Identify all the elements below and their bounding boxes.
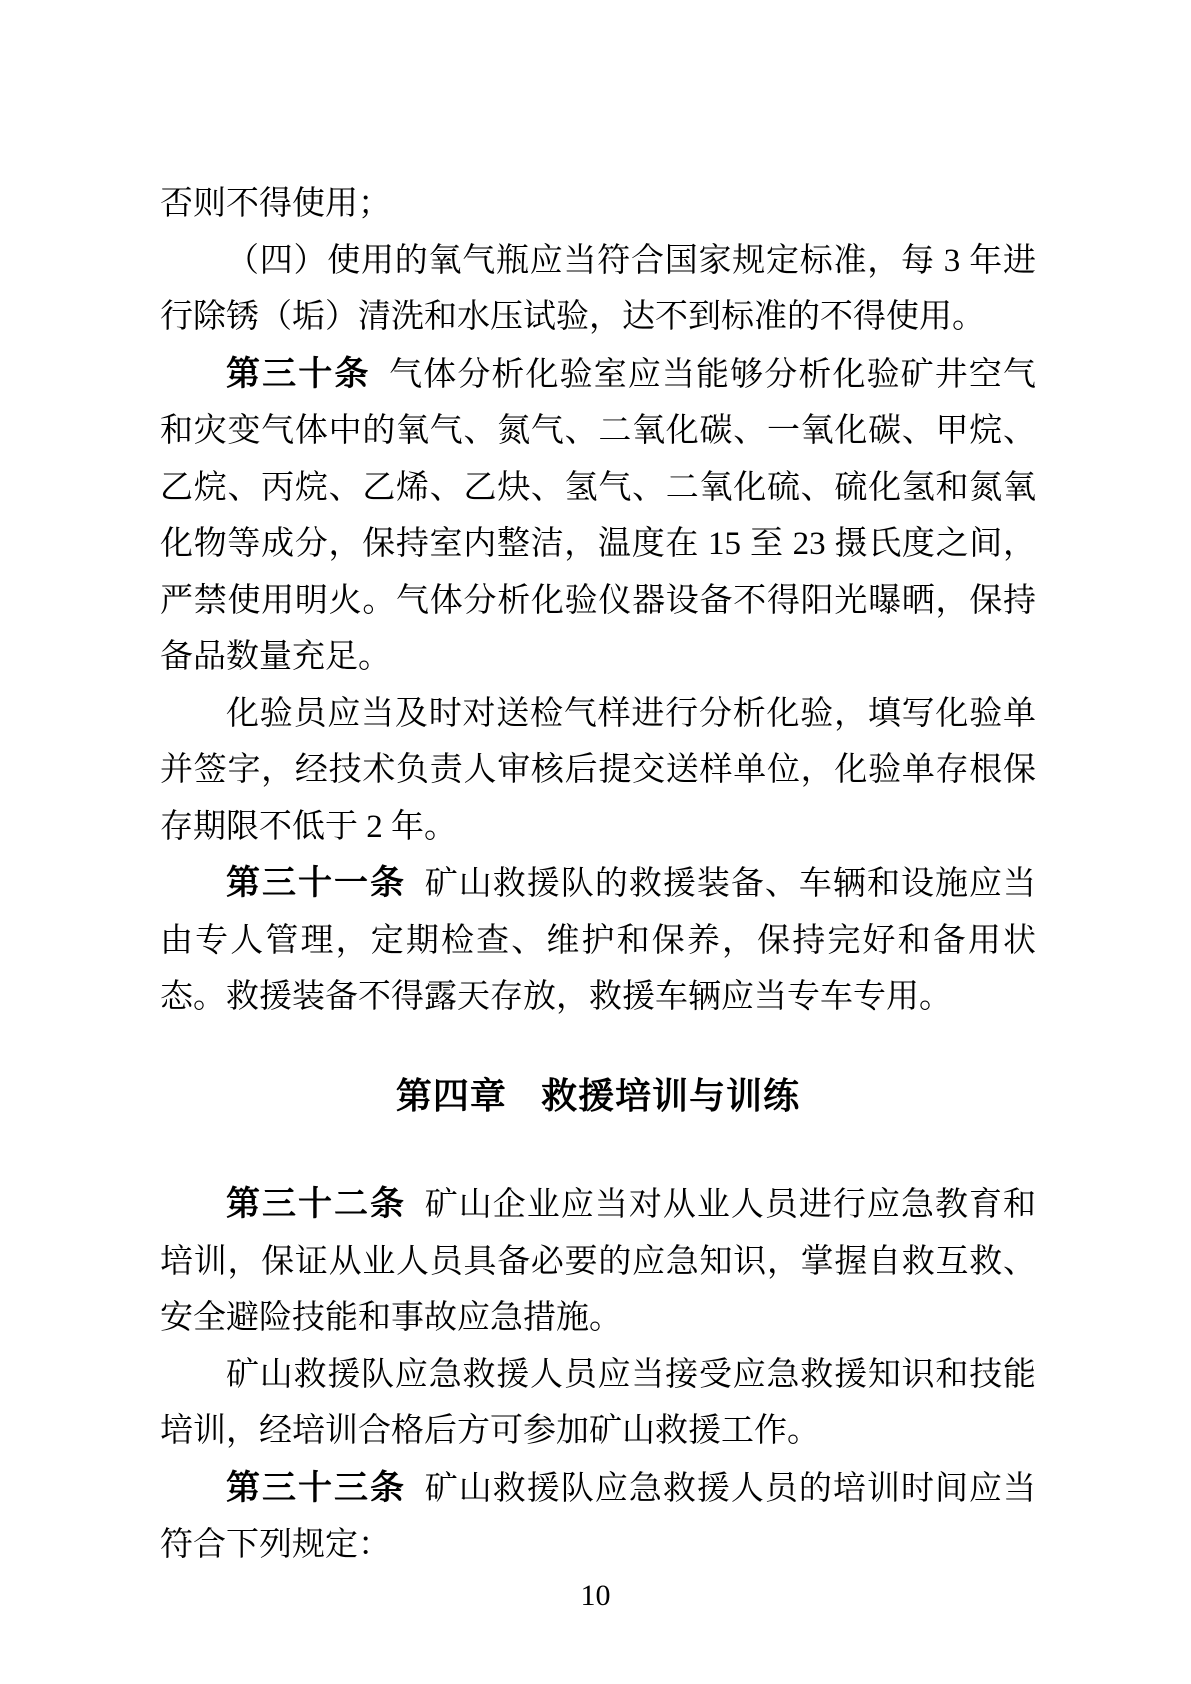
article-number-label: 第三十二条 — [226, 1185, 407, 1223]
body-paragraph — [160, 686, 1036, 856]
chapter-number: 第四章 — [395, 1074, 507, 1116]
body-paragraph — [160, 233, 1036, 346]
page-number: 10 — [580, 1579, 611, 1612]
paragraph-text: 矿山企业应当对从业人员进行应急教育和培训，保证从业人员具备必要的应急知识，掌握自救互救、安全避险技能和事故应急措施。 — [160, 1187, 1037, 1336]
paragraph-text: 矿山救援队应急救援人员的培训时间应当符合下列规定： — [160, 1470, 1037, 1563]
article-paragraph — [160, 1460, 1036, 1574]
paragraph-text: 化验员应当及时对送检气样进行分析化验，填写化验单并签字，经技术负责人审核后提交送样单位，化验单存根保存期限不低于 2 年。 — [160, 695, 1036, 845]
article-number-label: 第三十条 — [226, 354, 371, 393]
article-paragraph — [160, 1176, 1036, 1347]
article-number-label: 第三十一条 — [226, 864, 407, 902]
body-paragraph — [160, 1347, 1036, 1460]
chapter-title: 救援培训与训练 — [541, 1074, 801, 1116]
chapter-heading — [160, 1068, 1036, 1125]
article-paragraph — [160, 346, 1036, 686]
article-paragraph — [160, 855, 1036, 1026]
document-body — [160, 176, 1036, 1574]
paragraph-text: 气体分析化验室应当能够分析化验矿井空气和灾变气体中的氧气、氮气、二氧化碳、一氧化碳、甲烷、乙烷、丙烷、乙烯、乙炔、氢气、二氧化硫、硫化氢和氮氧化物等成分，保持室内整洁，温度在 15 至 23 摄氏度之间，严禁使用明火。气体分析化验仪器设备不得阳光曝晒，保持备品数量充足。 — [160, 356, 1037, 675]
article-number-label: 第三十三条 — [226, 1468, 407, 1507]
paragraph-text: （四）使用的氧气瓶应当符合国家规定标准，每 3 年进行除锈（垢）清洗和水压试验，达不到标准的不得使用。 — [160, 242, 1036, 335]
body-paragraph — [160, 176, 1036, 233]
paragraph-text: 矿山救援队的救援装备、车辆和设施应当由专人管理，定期检查、维护和保养，保持完好和备用状态。救援装备不得露天存放，救援车辆应当专车专用。 — [160, 866, 1037, 1015]
paragraph-text: 否则不得使用； — [160, 186, 391, 222]
paragraph-text: 矿山救援队应急救援人员应当接受应急救援知识和技能培训，经培训合格后方可参加矿山救援工作。 — [160, 1356, 1036, 1449]
